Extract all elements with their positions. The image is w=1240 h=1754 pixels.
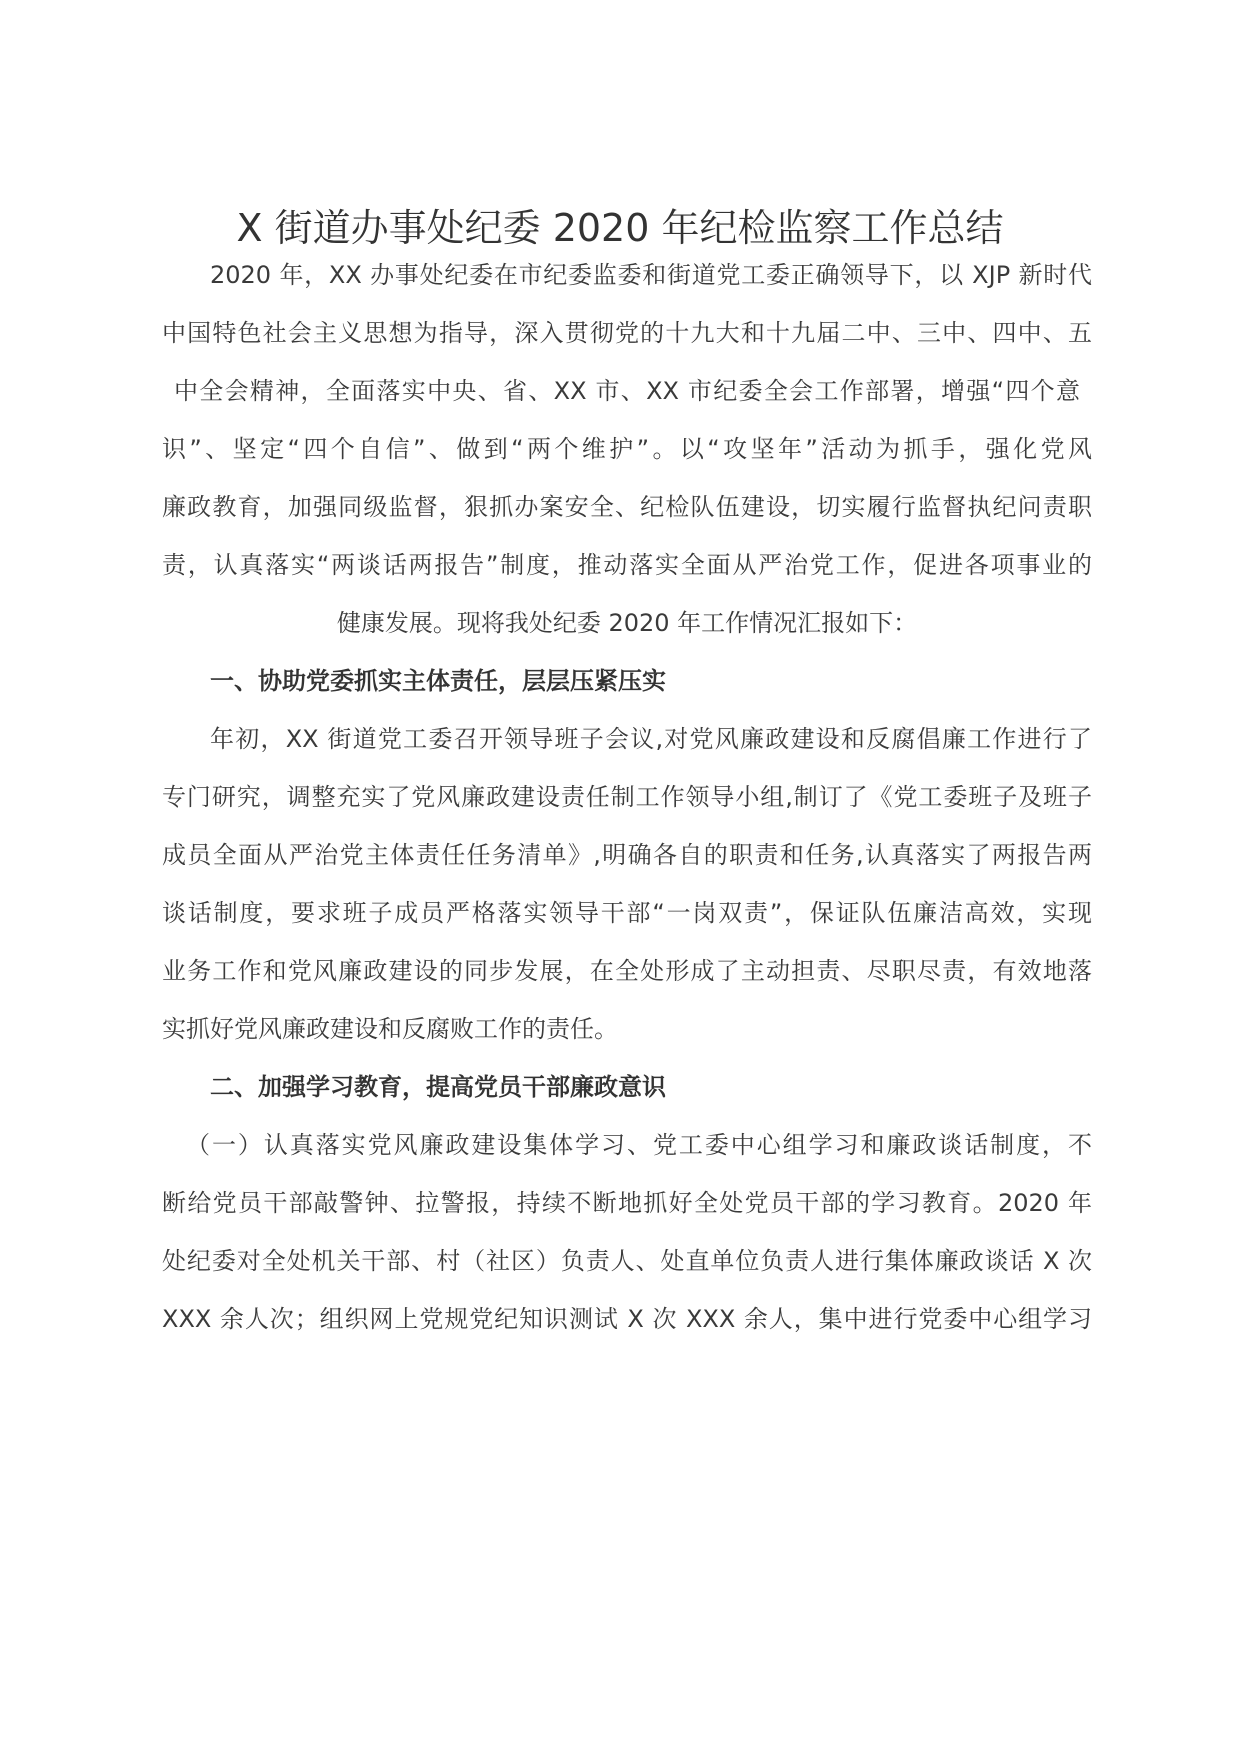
document-title: X 街道办事处纪委 2020 年纪检监察工作总结 — [236, 206, 1004, 250]
intro-line-3: 中全会精神，全面落实中央、省、XX 市、XX 市纪委全会工作部署，增强“四个意 — [174, 377, 1080, 405]
intro-line-5: 廉政教育，加强同级监督，狠抓办案安全、纪检队伍建设，切实履行监督执纪问责职 — [162, 493, 1092, 521]
section2-line-4: XXX 余人次；组织网上党规党纪知识测试 X 次 XXX 余人，集中进行党委中心组学习 — [162, 1305, 1092, 1333]
intro-line-1: 2020 年，XX 办事处纪委在市纪委监委和街道党工委正确领导下，以 XJP 新时代 — [210, 261, 1092, 289]
section2-line-1: （一）认真落实党风廉政建设集体学习、党工委中心组学习和廉政谈话制度，不 — [186, 1131, 1092, 1159]
section2-line-2: 断给党员干部敲警钟、拉警报，持续不断地抓好全处党员干部的学习教育。2020 年 — [162, 1189, 1092, 1217]
intro-line-6: 责，认真落实“两谈话两报告”制度，推动落实全面从严治党工作，促进各项事业的 — [162, 551, 1092, 579]
section-heading-2: 二、加强学习教育，提高党员干部廉政意识 — [210, 1073, 666, 1101]
section1-line-6: 实抓好党风廉政建设和反腐败工作的责任。 — [162, 1015, 618, 1043]
intro-line-2: 中国特色社会主义思想为指导，深入贯彻党的十九大和十九届二中、三中、四中、五 — [162, 319, 1092, 347]
section1-line-1: 年初，XX 街道党工委召开领导班子会议,对党风廉政建设和反腐倡廉工作进行了 — [210, 725, 1092, 753]
intro-line-7: 健康发展。现将我处纪委 2020 年工作情况汇报如下： — [336, 609, 918, 637]
intro-line-4: 识”、坚定“四个自信”、做到“两个维护”。以“攻坚年”活动为抓手，强化党风 — [162, 435, 1092, 463]
section1-line-3: 成员全面从严治党主体责任任务清单》,明确各自的职责和任务,认真落实了两报告两 — [162, 841, 1092, 869]
section-heading-1: 一、协助党委抓实主体责任，层层压紧压实 — [210, 667, 666, 695]
section1-line-2: 专门研究，调整充实了党风廉政建设责任制工作领导小组,制订了《党工委班子及班子 — [162, 783, 1092, 811]
section2-line-3: 处纪委对全处机关干部、村（社区）负责人、处直单位负责人进行集体廉政谈话 X 次 — [162, 1247, 1092, 1275]
section1-line-5: 业务工作和党风廉政建设的同步发展，在全处形成了主动担责、尽职尽责，有效地落 — [162, 957, 1092, 985]
section1-line-4: 谈话制度，要求班子成员严格落实领导干部“一岗双责”，保证队伍廉洁高效，实现 — [162, 899, 1092, 927]
